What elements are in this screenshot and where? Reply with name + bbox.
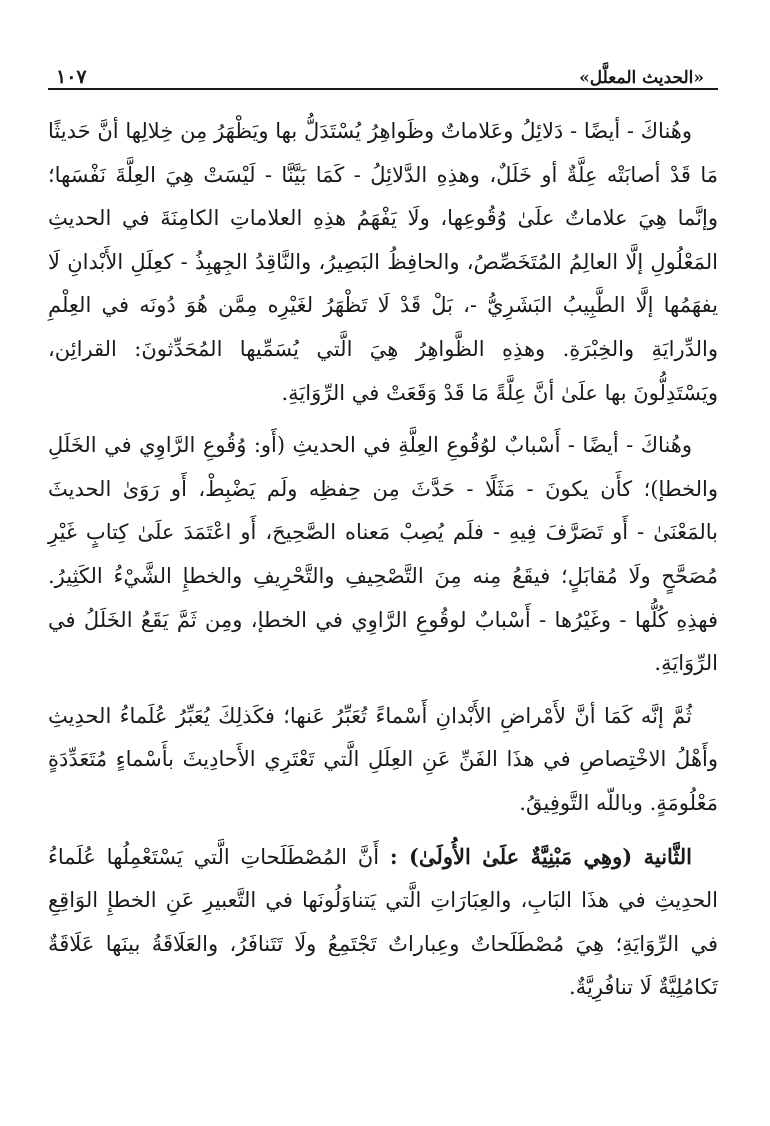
paragraph-4-lead: الثَّانية (وهِي مَبْنِيَّةٌ علَىٰ الأُولَىٰ) : (389, 843, 693, 869)
page-number: ١٠٧ (56, 66, 87, 88)
paragraph-4-text: أَنَّ المُصْطَلَحاتِ الَّتي يَسْتَعْمِلُها عُلَماءُ الحدِيثِ في هذَا البَابِ، والعِبَارَاتِ الَّتي يَتناوَلُونَها في التَّعبيرِ عَنِ الخطإِ الوَاقِعِ في الرِّوَايَةِ؛ هِيَ مُصْطَلَحاتٌ وعِباراتٌ تَجْتَمِعُ ولَا تَتَنافَرُ، والعَلَاقَةُ بينَها عَلَاقَةٌ تَكامُلِيَّةٌ لَا تنافُرِيَّةٌ. (48, 844, 718, 1000)
paragraph-2 (48, 424, 718, 686)
paragraph-3-text: ثُمَّ إنَّه كَمَا أنَّ لأَمْراضِ الأَبْدانِ أَسْماءً تُعَبِّرُ عَنها؛ فكَذلِكَ يُعَبِّرُ عُلَماءُ الحدِيثِ وأَهْلُ الاخْتِصاصِ في هذَا الفَنِّ عَنِ العِلَلِ الَّتي تَعْتَرِي الأَحادِيثَ بأَسْماءٍ مُتَعَدِّدَةٍ مَعْلُومَةٍ. وباللّه التَّوفِيقُ. (48, 703, 718, 815)
page-body (48, 90, 718, 1010)
book-page (48, 52, 718, 1019)
page-header (48, 52, 718, 90)
paragraph-1-text: وهُناكَ - أيضًا - دَلائِلُ وعَلاماتٌ وظَواهِرُ يُسْتَدَلُّ بها ويَظْهَرُ مِن خِلالِها أنَّ حَديثًا مَا قَدْ أصابَتْه عِلَّةٌ أو خَلَلٌ، وهذِهِ الدَّلائِلُ - كَمَا بَيَّنَّا - لَيْسَتْ هِيَ العِلَّةَ نَفْسَها؛ وإنَّما هِيَ علاماتٌ علَىٰ وُقُوعِها، ولَا يَفْهَمُ هذِهِ العلاماتِ الكامِنَةَ في الحديثِ المَعْلُولِ إلَّا العالِمُ المُتَخَصِّصُ، والحافِظُ البَصِيرُ، والنَّاقِدُ الجِهبِذُ - كعِلَلِ الأَبْدانِ لَا يفهَمُها إلَّا الطَّبِيبُ البَشَرِيُّ -، بَلْ قَدْ لَا تَظْهَرُ لغَيْرِه مِمَّن هُوَ دُونَه في العِلْمِ والدِّرايَةِ والخِبْرَةِ. وهذِهِ الظَّواهِرُ هِيَ الَّتي يُسَمِّيها المُحَدِّثونَ: القرائِن، ويَسْتَدِلُّونَ بها علَىٰ أنَّ عِلَّةً مَا قَدْ وَقَعَتْ في الرِّوَايَةِ. (48, 119, 718, 405)
paragraph-2-text: وهُناكَ - أيضًا - أَسْبابٌ لوُقُوعِ العِلَّةِ في الحديثِ (أَو: وُقُوعِ الرَّاوِي في الخَلَلِ والخطإ)؛ كأَن يكونَ - مَثَلًا - حَدَّثَ مِن حِفظِه ولَم يَضْبِطْ، أَو رَوَىٰ الحديثَ بالمَعْنَىٰ - أَو تَصَرَّفَ فِيهِ - فلَم يُصِبْ مَعناه الصَّحِيحَ، أَو اعْتَمَدَ علَىٰ كِتابٍ غَيْرِ مُصَحَّحٍ ولَا مُقابَلٍ؛ فيقَعُ مِنه مِنَ التَّصْحِيفِ والتَّحْرِيفِ والخطإِ الشَّيْءُ الكَثِيرُ. فهذِهِ كُلُّها - وغَيْرُها - أَسْبابٌ لوقُوعِ الرَّاوِي في الخطإ، ومِن ثَمَّ يَقَعُ الخَلَلُ في الرِّوَايَةِ. (48, 433, 718, 676)
paragraph-4 (48, 835, 718, 1010)
paragraph-1 (48, 110, 718, 415)
running-title: «الحديث المعلَّل» (579, 68, 704, 88)
paragraph-3 (48, 695, 718, 826)
